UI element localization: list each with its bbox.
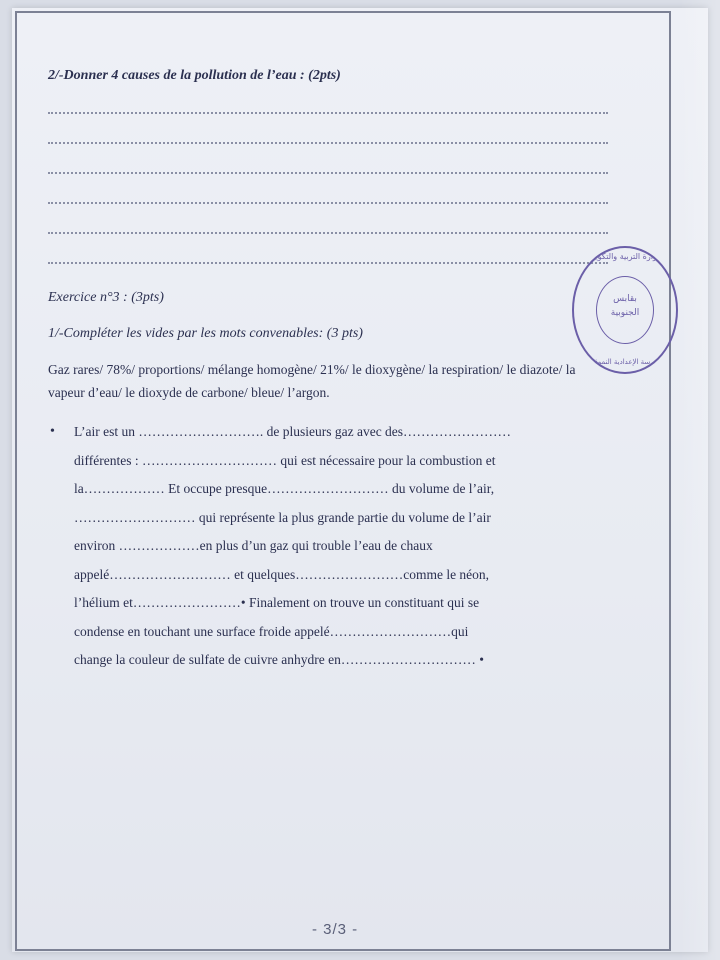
- page-shadow: [680, 0, 720, 960]
- answer-line: [48, 142, 608, 144]
- paragraph-line: la……………… Et occupe presque……………………… du volume de l’air,: [74, 481, 495, 496]
- answer-line: [48, 262, 608, 264]
- school-stamp: [572, 246, 678, 374]
- answer-line: [48, 112, 608, 114]
- bullet-marker: •: [50, 424, 55, 439]
- page-number: - 3/3 -: [312, 921, 359, 938]
- paragraph-line: condense en touchant une surface froide appelé………………………qui: [74, 623, 469, 639]
- paragraph-line: appelé……………………… et quelques……………………comme le néon,: [74, 566, 490, 582]
- answer-line: [48, 172, 608, 174]
- exam-sheet: [12, 8, 708, 952]
- paragraph-line: L’air est un ………………………. de plusieurs gaz avec des……………………: [74, 424, 512, 439]
- paragraph-line: l’hélium et……………………• Finalement on trouve un constituant qui se: [74, 595, 480, 610]
- fill-in-paragraph: [74, 418, 604, 675]
- exercise-3-subtitle: 1/-Compléter les vides par les mots convenables: (3 pts): [48, 326, 363, 341]
- word-bank: Gaz rares/ 78%/ proportions/ mélange homogène/ 21%/ le dioxygène/ la respiration/ le diazote/ la vapeur d’eau/ le dioxyde de carbone/ bleue/ l’argon.: [48, 362, 576, 400]
- paragraph-line: ……………………… qui représente la plus grande partie du volume de l’air: [74, 509, 491, 525]
- question-2-title: 2/-Donner 4 causes de la pollution de l’eau : (2pts): [48, 68, 341, 83]
- paragraph-line: change la couleur de sulfate de cuivre anhydre en………………………… •: [74, 652, 484, 667]
- stamp-center-text: [574, 292, 676, 320]
- answer-line: [48, 202, 608, 204]
- answer-line: [48, 232, 608, 234]
- exercise-3-title: Exercice n°3 : (3pts): [48, 290, 164, 305]
- stamp-center-line: بقابس: [613, 294, 637, 304]
- paragraph-line: différentes : ………………………… qui est nécessaire pour la combustion et: [74, 452, 496, 468]
- paragraph-line: environ ………………en plus d’un gaz qui trouble l’eau de chaux: [74, 538, 433, 553]
- stamp-ring-text: وزارة التربية والتكوين: [589, 252, 661, 261]
- stamp-bottom-text: المدرسة الإعدادية النموذجية: [584, 358, 666, 366]
- stamp-center-line: الجنوبية: [610, 308, 640, 318]
